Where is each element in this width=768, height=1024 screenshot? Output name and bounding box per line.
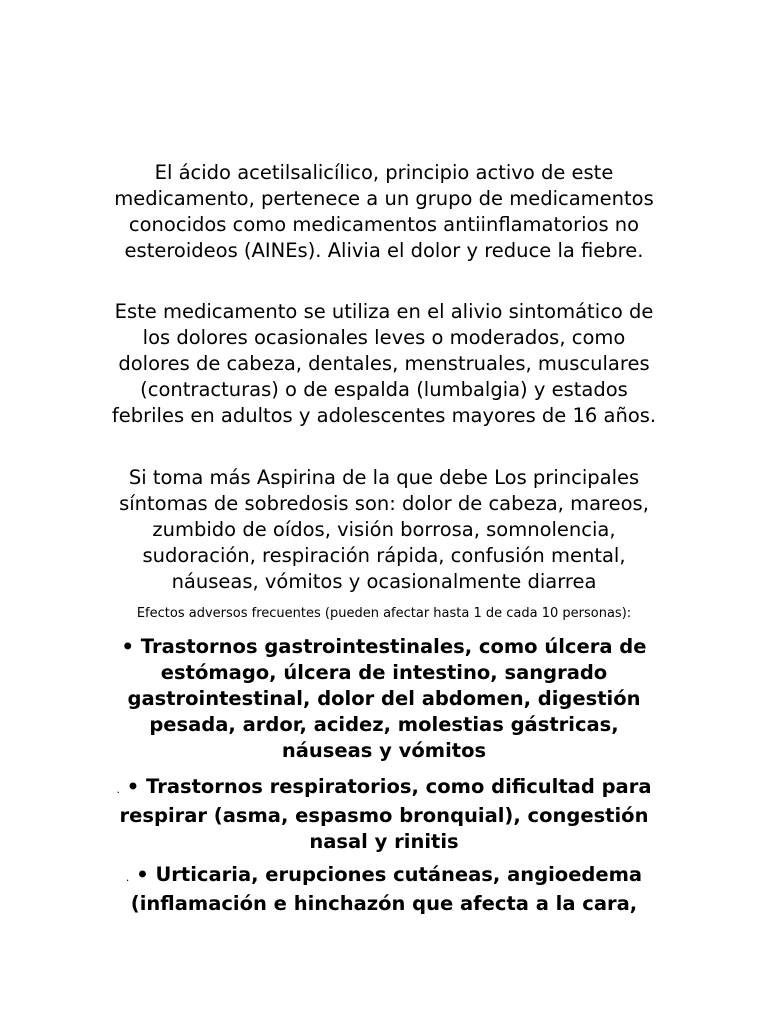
- bullet-gastrointestinal: • Trastornos gastrointestinales, como úlcera de estómago, úlcera de intestino, sangrado gastrointestinal, dolor del abdomen, digestión pesada, ardor, acidez, molestias gástricas, náuseas y vómitos: [121, 635, 647, 762]
- bullet-lead-dot: .: [116, 783, 120, 796]
- adverse-effects-heading: Efectos adversos frecuentes (pueden afectar hasta 1 de cada 10 personas):: [136, 606, 632, 621]
- paragraph-indications: Este medicamento se utiliza en el alivio sintomático de los dolores ocasionales leves o moderados, como dolores de cabeza, dentales, menstruales, musculares (contracturas) o de espalda (lumbalgia) y estados febriles en adultos y adolescentes mayores de 16 años.: [111, 300, 657, 427]
- paragraph-active-ingredient: El ácido acetilsalicílico, principio activo de este medicamento, pertenece a un grupo de medicamentos conocidos como medicamentos antiinflamatorios no esteroideos (AINEs). Alivia el dolor y reduce la fiebre.: [114, 161, 654, 262]
- bullet-respiratory: [104, 774, 664, 855]
- bullet-lead-dot: .: [125, 871, 130, 884]
- bullet-urticaria: [104, 862, 664, 917]
- paragraph-overdose: Si toma más Aspirina de la que debe Los principales síntomas de sobredosis son: dolor de cabeza, mareos, zumbido de oídos, visión borrosa, somnolencia, sudoración, respiración rápida, confusión mental, náuseas, vómitos y ocasionalmente diarrea: [119, 466, 649, 593]
- bullet-respiratory-text: • Trastornos respiratorios, como dificultad para respirar (asma, espasmo bronquial), congestión nasal y rinitis: [119, 775, 652, 853]
- bullet-urticaria-text: • Urticaria, erupciones cutáneas, angioedema (inflamación e hinchazón que afecta a la cara,: [129, 863, 643, 915]
